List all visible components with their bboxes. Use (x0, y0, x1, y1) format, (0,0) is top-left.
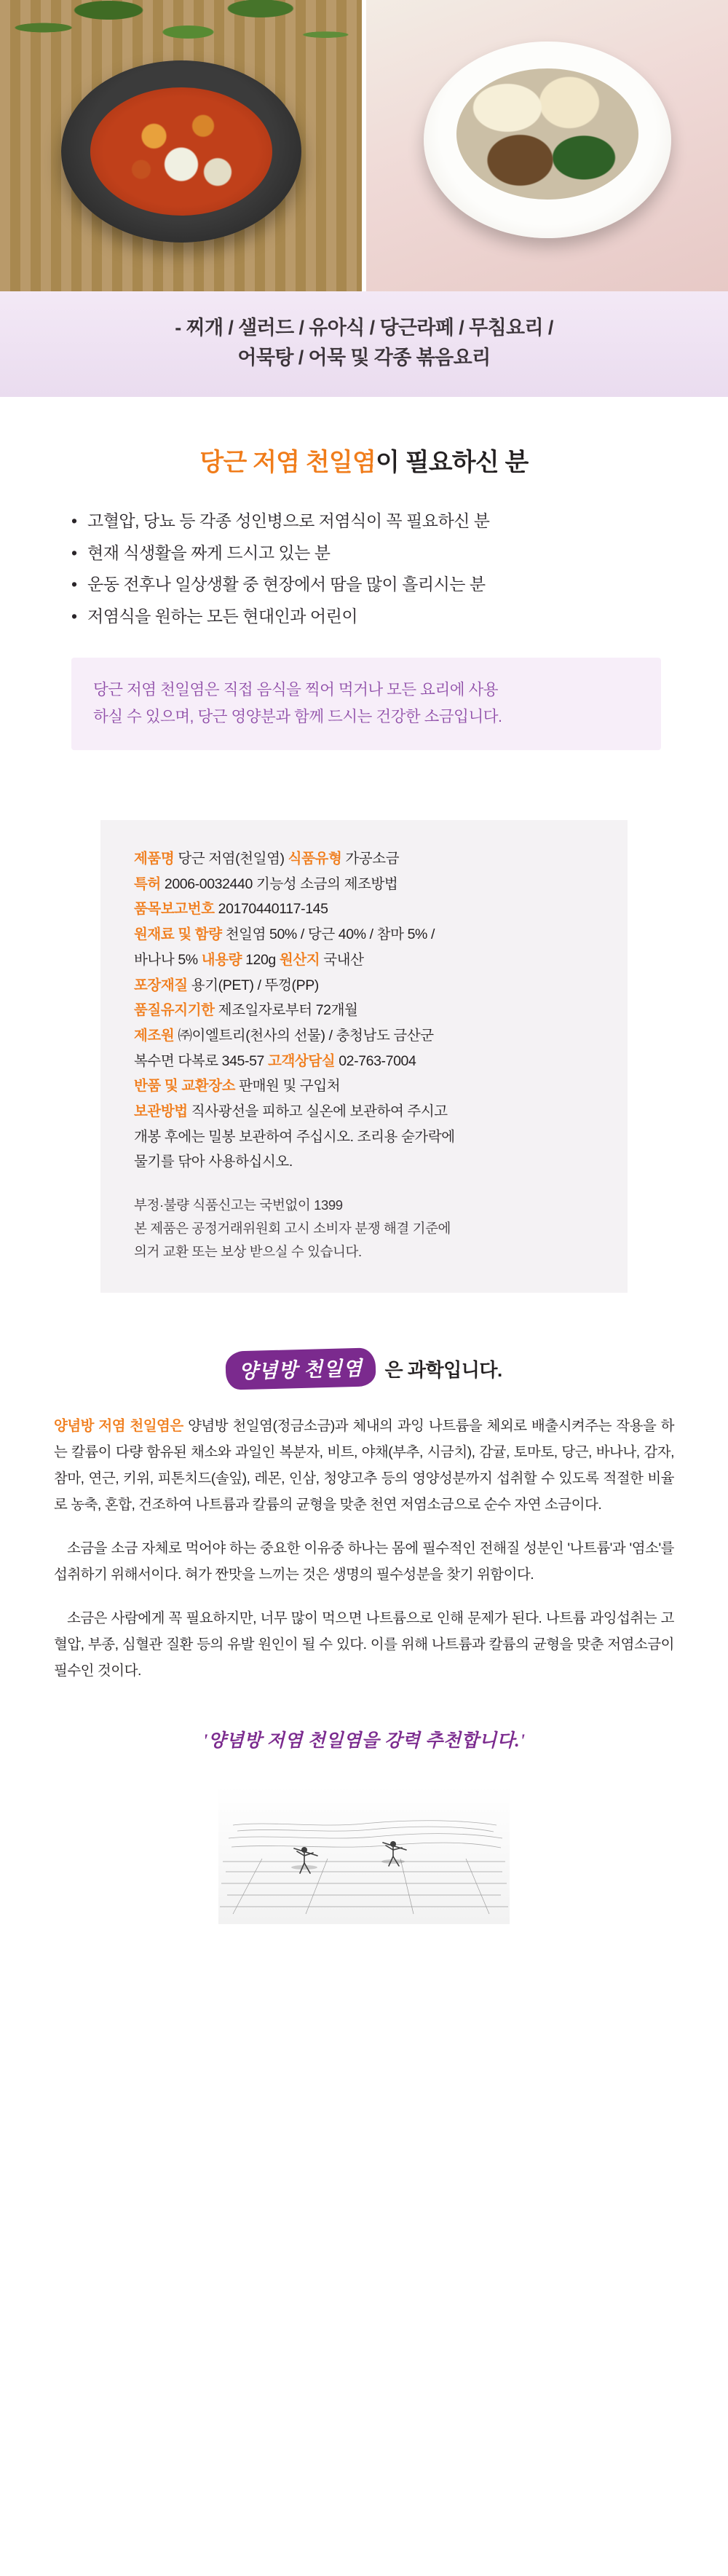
spec-footer-line-1: 부정·불량 식품신고는 국번없이 1399 (134, 1197, 343, 1213)
photo-band (0, 0, 728, 291)
spec-value-2: 02-763-7004 (339, 1052, 416, 1069)
spec-label-2: 고객상담실 (268, 1052, 336, 1069)
science-paragraph-3: 소금은 사람에게 꼭 필요하지만, 너무 많이 먹으면 나트륨으로 인해 문제가 된다. 나트륨 과잉섭취는 고혈압, 부종, 심혈관 질환 등의 유발 원인이 될 수 있다. 이를 위해 나트륨과 칼륨의 균형을 맞춘 저염소금이 필수인 것이다. (54, 1610, 674, 1679)
spec-row (134, 1099, 594, 1124)
spec-row (134, 922, 594, 948)
spec-value: 바나나 5% (134, 951, 198, 968)
brand-logo: 양념방 천일염 (226, 1347, 377, 1390)
salt-field-illustration (218, 1786, 510, 1924)
stew-photo-soup (90, 87, 272, 216)
spec-value: 개봉 후에는 밀봉 보관하여 주십시오. 조리용 숟가락에 (134, 1128, 455, 1145)
spec-value: 20170440117-145 (218, 901, 328, 918)
science-tagline: '양념방 저염 천일염을 강력 추천합니다.' (202, 1731, 526, 1752)
spec-row (134, 1023, 594, 1049)
product-spec-panel (100, 820, 628, 1293)
needs-note (71, 658, 661, 750)
spec-panel-wrapper (0, 750, 728, 1293)
noodle-salad-photo (362, 0, 728, 291)
list-item: • 저염식을 원하는 모든 현대인과 어린이 (71, 601, 683, 633)
spec-row (134, 1049, 594, 1074)
list-item: • 고혈압, 당뇨 등 각종 성인병으로 저염식이 꼭 필요하신 분 (71, 505, 683, 537)
spec-value: 당근 저염(천일염) (178, 851, 285, 867)
spec-row (134, 973, 594, 999)
needs-section (0, 397, 728, 750)
spec-label-2: 식품유형 (288, 851, 342, 867)
needs-title-brand: 당근 저염 천일염 (199, 449, 376, 476)
list-item: • 운동 전후나 일상생활 중 현장에서 땀을 많이 흘리시는 분 (71, 569, 683, 601)
needs-title-suffix: 이 필요하신 분 (376, 449, 529, 476)
spec-value: 2006-0032440 기능성 소금의 제조방법 (164, 875, 398, 892)
list-item: • 현재 식생활을 짜게 드시고 있는 분 (71, 537, 683, 570)
spec-label: 포장재질 (134, 977, 188, 993)
science-heading-suffix: 은 과학입니다. (384, 1358, 502, 1381)
spec-label: 제조원 (134, 1027, 175, 1044)
spec-value: 천일염 50% / 당근 40% / 참마 5% / (225, 926, 435, 943)
spec-label: 특허 (134, 875, 161, 892)
needs-note-line-1: 당근 저염 천일염은 직접 음식을 찍어 먹거나 모든 요리에 사용 (93, 680, 498, 698)
spec-row (134, 1149, 594, 1175)
science-paragraph-2: 소금을 소금 자체로 먹어야 하는 중요한 이유중 하나는 몸에 필수적인 전해질 성분인 '나트륨'과 '염소'를 섭취하기 위해서이다. 혀가 짠맛을 느끼는 것은 생명의 필수성분을 찾기 위함이다. (54, 1540, 674, 1583)
spec-value: 직사광선을 피하고 실온에 보관하여 주시고 (191, 1103, 448, 1120)
stew-photo-bowl (61, 60, 301, 243)
spec-value: 물기를 닦아 사용하십시오. (134, 1154, 293, 1170)
spec-value: 제조일자로부터 72개월 (218, 1002, 358, 1019)
spec-label: 원재료 및 함량 (134, 926, 222, 943)
spec-value: 판매원 및 구입처 (239, 1078, 341, 1095)
spec-label-2: 내용량 (201, 951, 242, 968)
spec-value: 복수면 다복로 345-57 (134, 1052, 264, 1069)
science-paragraph-1 (54, 1413, 674, 1518)
spec-label: 품질유지기한 (134, 1002, 215, 1019)
spec-footer-line-3: 의거 교환 또는 보상 받으실 수 있습니다. (134, 1243, 362, 1259)
spec-value: 용기(PET) / 뚜껑(PP) (191, 977, 319, 993)
science-paragraph-1-accent: 양념방 저염 천일염은 (54, 1417, 183, 1434)
needs-list (45, 505, 683, 633)
salt-field-illustration-wrapper (0, 1752, 728, 1968)
stew-photo (0, 0, 362, 291)
spec-value: ㈜이엘트리(천사의 선물) / 충청남도 금산군 (178, 1027, 434, 1044)
spec-value-2: 가공소금 (345, 851, 400, 867)
spec-row (134, 1074, 594, 1099)
spec-row (134, 872, 594, 897)
spec-value-3: 국내산 (323, 951, 364, 968)
science-section (0, 1293, 728, 1685)
spec-row (134, 846, 594, 872)
usage-caption-bar (0, 291, 728, 397)
science-paragraph-1-text: 양념방 천일염(정금소금)과 체내의 과잉 나트륨을 체외로 배출시켜주는 작용을 하는 칼륨이 다량 함유된 채소와 과일인 복분자, 비트, 야채(부추, 시금치), 감귤, 토마토, 당근, 바나나, 감자, 참마, 연근, 키위, 피톤치드(솔잎), 레몬, 인삼, 청양고추 등의 영양성분까지 섭취할 수 있도록 적절한 비율로 농축, 혼합, 건조하여 나트륨과 칼륨의 균형을 맞춘 천연 저염소금으로 순수 자연 소금이다. (54, 1417, 674, 1513)
spec-label: 품목보고번호 (134, 901, 215, 918)
science-heading (54, 1350, 674, 1388)
spec-row (134, 998, 594, 1023)
spec-footer-line-2: 본 제품은 공정거래위원회 고시 소비자 분쟁 해결 기준에 (134, 1220, 451, 1236)
spec-row (134, 948, 594, 973)
noodle-photo-plate (424, 42, 671, 238)
spec-label: 제품명 (134, 851, 175, 867)
spec-row (134, 1124, 594, 1150)
spec-label-3: 원산지 (279, 951, 320, 968)
spec-label: 보관방법 (134, 1103, 188, 1120)
spec-footer (134, 1194, 594, 1263)
spec-value-2: 120g (245, 951, 276, 968)
spec-row (134, 897, 594, 922)
needs-note-line-2: 하실 수 있으며, 당근 영양분과 함께 드시는 건강한 소금입니다. (93, 708, 502, 726)
usage-caption-line-1: - 찌개 / 샐러드 / 유아식 / 당근라페 / 무침요리 / (175, 317, 553, 339)
noodle-photo-dish (456, 68, 638, 200)
usage-caption-line-2: 어묵탕 / 어묵 및 각종 볶음요리 (237, 346, 491, 369)
needs-title (45, 442, 683, 478)
spec-label: 반품 및 교환장소 (134, 1078, 236, 1095)
